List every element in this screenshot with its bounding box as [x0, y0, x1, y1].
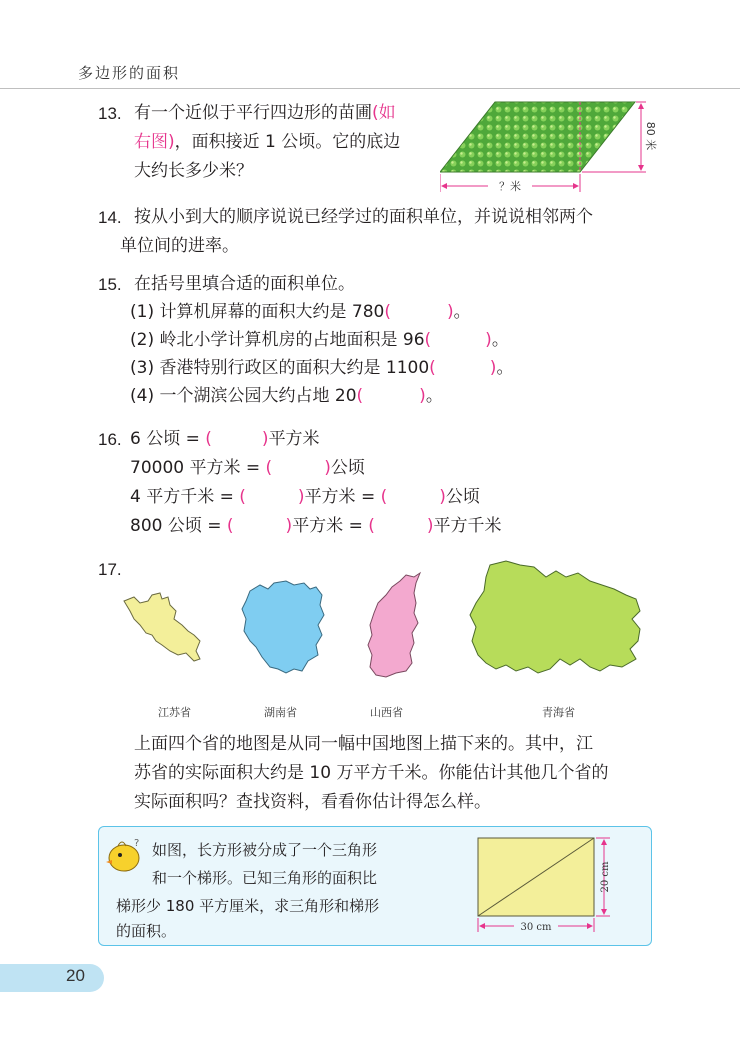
- q14-number: 14.: [98, 208, 122, 227]
- q15-number: 15.: [98, 275, 122, 294]
- label-hunan: 湖南省: [264, 706, 297, 719]
- height-label: 80 米: [644, 121, 657, 151]
- q13-line1: 有一个近似于平行四边形的苗圃(如: [134, 103, 396, 123]
- q15-item-4: (4) 一个湖滨公园大约占地 20( )。: [130, 386, 443, 406]
- q13-number: 13.: [98, 104, 122, 123]
- tip-line2: 和一个梯形。已知三角形的面积比: [152, 869, 378, 887]
- tip-line4: 的面积。: [116, 922, 177, 940]
- q14-line1: 按从小到大的顺序说说已经学过的面积单位，并说说相邻两个: [134, 207, 593, 227]
- width-dimension-label: 30 cm: [520, 922, 552, 933]
- q14-line2: 单位间的进率。: [120, 236, 239, 256]
- q15-intro: 在括号里填合适的面积单位。: [134, 274, 355, 294]
- label-qinghai: 青海省: [542, 706, 575, 719]
- q17-line2: 苏省的实际面积大约是 10 万平方千米。你能估计其他几个省的: [134, 763, 609, 783]
- q17-line1: 上面四个省的地图是从同一幅中国地图上描下来的。其中，江: [134, 734, 593, 754]
- tip-line3: 梯形少 180 平方厘米，求三角形和梯形: [116, 897, 380, 915]
- svg-text:?: ?: [134, 838, 140, 849]
- base-label: ？米: [499, 180, 521, 193]
- height-dimension-label: 20 cm: [600, 861, 611, 893]
- q16-line1: 6 公顷 = ( )平方米: [130, 429, 320, 449]
- province-maps: [110, 555, 670, 725]
- q16-number: 16.: [98, 430, 122, 449]
- hunan-map: [242, 581, 324, 673]
- q15-item-2: (2) 岭北小学计算机房的占地面积是 96( )。: [130, 330, 509, 350]
- q15-item-1: (1) 计算机屏幕的面积大约是 780( )。: [130, 302, 471, 322]
- q17-number: 17.: [98, 560, 122, 579]
- q16-line4: 800 公顷 = ( )平方米 = ( )平方千米: [130, 516, 502, 536]
- q13-line3: 大约长多少米？: [134, 161, 253, 181]
- running-header: 多边形的面积: [78, 64, 181, 82]
- label-shanxi: 山西省: [370, 706, 403, 719]
- shanxi-map: [368, 573, 420, 677]
- nursery-field: [440, 102, 635, 172]
- page-number: 20: [66, 966, 85, 985]
- q17-line3: 实际面积吗？查找资料，看看你估计得怎么样。: [134, 792, 491, 812]
- qinghai-map: [470, 561, 640, 673]
- q16-line2: 70000 平方米 = ( )公顷: [130, 458, 365, 478]
- jiangsu-map: [124, 593, 200, 661]
- q15-item-3: (3) 香港特别行政区的面积大约是 1100( )。: [130, 358, 514, 378]
- nursery-parallelogram-figure: [440, 96, 660, 198]
- tip-line1: 如图，长方形被分成了一个三角形: [152, 841, 378, 859]
- q16-line3: 4 平方千米 = ( )平方米 = ( )公顷: [130, 487, 480, 507]
- q13-line2: 右图)，面积接近 1 公顷。它的底边: [134, 132, 401, 152]
- page-number-tab: [0, 964, 104, 992]
- header-divider: [0, 88, 740, 89]
- label-jiangsu: 江苏省: [158, 706, 191, 719]
- rectangle-diagram: [470, 832, 620, 938]
- chick-mascot-icon: [104, 834, 148, 876]
